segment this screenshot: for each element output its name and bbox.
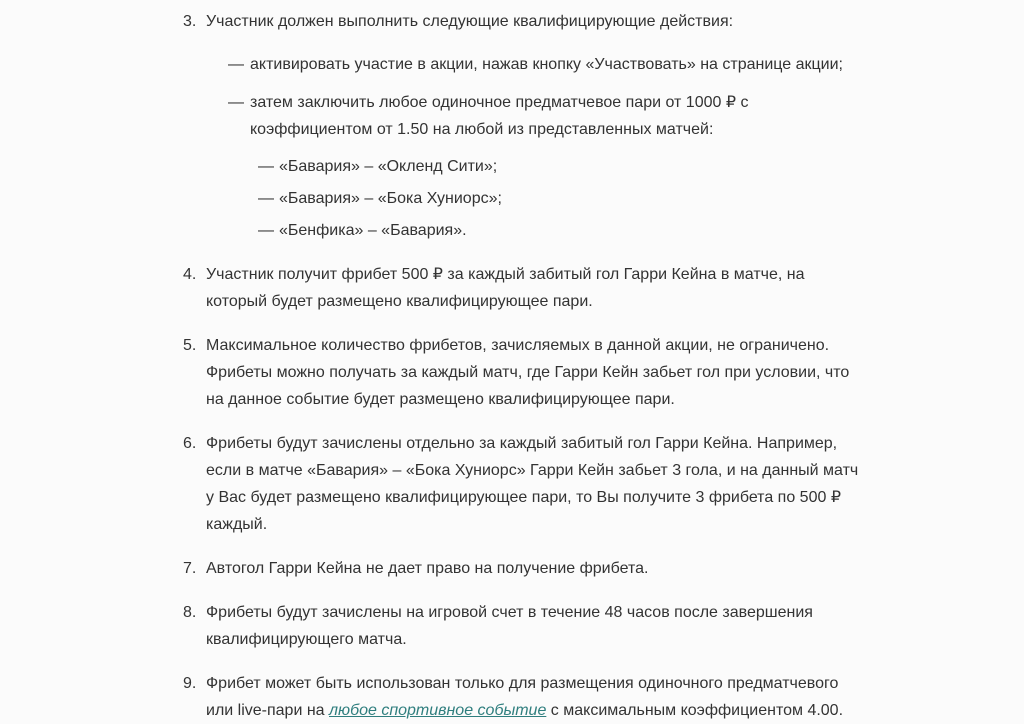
item-text: Автогол Гарри Кейна не дает право на получение фрибета. [206,560,649,577]
match-item [258,217,863,244]
item-text [206,670,863,724]
match-text: «Бенфика» – «Бавария». [279,222,467,239]
item-text: Участник получит фрибет 500 ₽ за каждый забитый гол Гарри Кейна в матче, на который будет размещено квалифицирующее пари. [206,266,805,310]
terms-item-7 [183,555,863,582]
item-number: 3. [183,13,197,30]
dash-marker: — [258,222,274,239]
match-list [250,153,863,244]
match-item [258,153,863,180]
item-text: Фрибеты будут зачислены отдельно за каждый забитый гол Гарри Кейна. Например, если в матче «Бавария» – «Бока Хуниорс» Гарри Кейн забьет 3 гола, и на данный матч у Вас будет размещено квалифицирующее пари, то Вы получите 3 фрибета по 500 ₽ каждый. [206,435,859,533]
dash-marker: — [258,190,274,207]
match-item [258,185,863,212]
terms-item-6 [183,430,863,538]
item-text-after-link: с максимальным коэффициентом 4.00. [546,702,844,719]
promo-terms-document [183,8,863,724]
terms-item-4 [183,261,863,315]
any-sport-event-link[interactable]: любое спортивное событие [329,702,547,719]
item-number: 9. [183,675,197,692]
dash-marker: — [228,94,244,111]
qualifying-actions-list [206,51,863,244]
dash-marker: — [258,158,274,175]
item-number: 4. [183,266,197,283]
terms-item-8 [183,599,863,653]
match-text: «Бавария» – «Окленд Сити»; [279,158,498,175]
item-number: 8. [183,604,197,621]
item-text: Фрибеты будут зачислены на игровой счет в течение 48 часов после завершения квалифицирующего матча. [206,604,813,648]
qualifying-action [228,89,863,244]
item-text: Участник должен выполнить следующие квалифицирующие действия: [206,13,734,30]
terms-item-3 [183,8,863,244]
qualifying-action-text: активировать участие в акции, нажав кнопку «Участвовать» на странице акции; [250,56,843,73]
match-text: «Бавария» – «Бока Хуниорс»; [279,190,502,207]
qualifying-action-text: затем заключить любое одиночное предматчевое пари от 1000 ₽ с коэффициентом от 1.50 на любой из представленных матчей: [250,94,749,138]
dash-marker: — [228,56,244,73]
qualifying-action [228,51,863,78]
item-text: Максимальное количество фрибетов, зачисляемых в данной акции, не ограничено. Фрибеты можно получать за каждый матч, где Гарри Кейн забьет гол при условии, что на данное событие будет размещено квалифицирующее пари. [206,337,850,408]
terms-item-5 [183,332,863,413]
terms-item-9 [183,670,863,724]
item-number: 5. [183,337,197,354]
item-number: 6. [183,435,197,452]
item-number: 7. [183,560,197,577]
item-text-before-link: Фрибет может быть использован только для размещения одиночного предматчевого или live-пари на [206,675,839,719]
